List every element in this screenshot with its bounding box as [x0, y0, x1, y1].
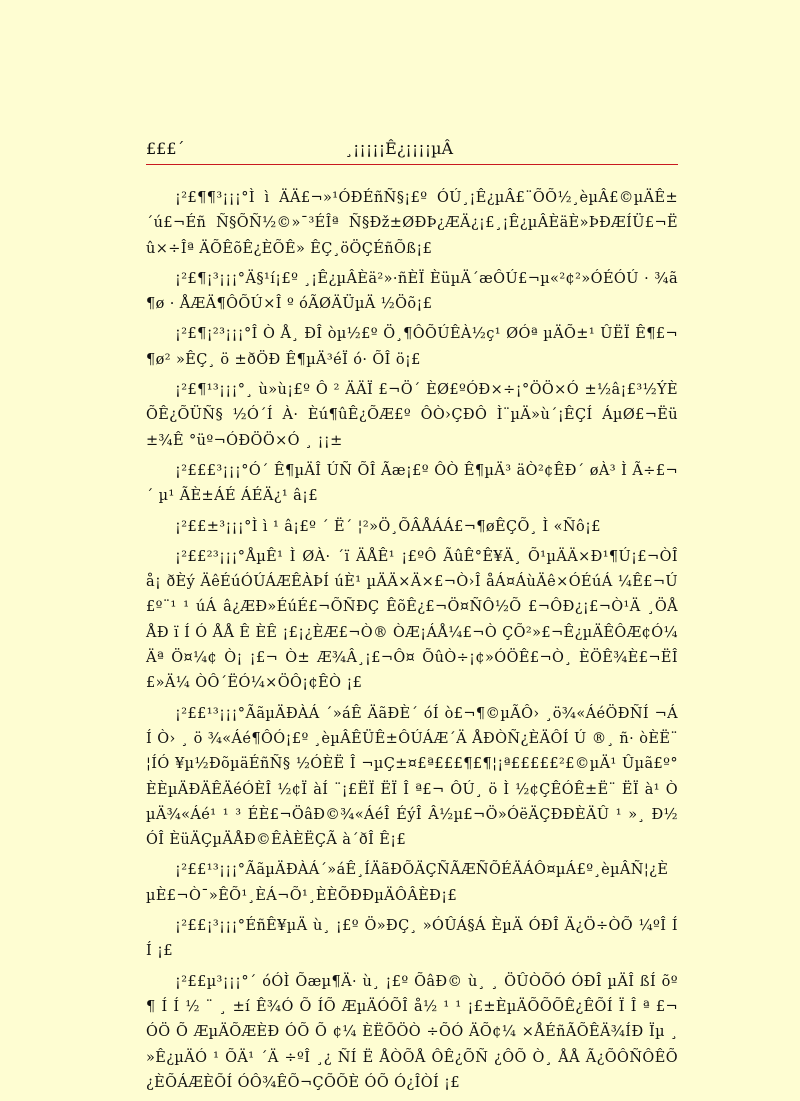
footnote-paragraph: ¡²££¡³¡¡¡°ÉñÊ¥µÄ ù¸ ¡£º Ö»ÐÇ¸ »ÓÛÁ§Á ÈµÄ ÓÐÎ Ä¿Ö÷ÒÕ ¼ºÎ Í Í ¡£ — [146, 918, 678, 960]
header-divider — [146, 164, 678, 165]
footnote-paragraph: ¡²£££³¡¡¡°Ó´ Ê¶µÄÎ ÚÑ ÕÎ Ãæ¡£º ÔÒ Ê¶µÄ³ äÒ²¢ÊÐ´ øÀ³ Ì Ã÷£¬´ µ¹ ÃÈ±ÁÉ ÁÉÄ¿¹ â¡£ — [146, 462, 678, 505]
running-title: ¸¡¡¡¡¡Ê¿¡¡¡¡µÂ — [345, 139, 454, 158]
page-header — [146, 136, 678, 162]
footnote-paragraph: ¡²£¶¡²³¡¡¡°Î Ò Å¸ ÐÎ òµ½£º Ö¸¶ÔÕÚÊÀ½ç¹ ØÓª µÄÕ±¹ ÛËÏ Ê¶£¬¶ø² »ÊÇ¸ ö ±ðÖÐ Ê¶µÄ³éÏ ó· ÕÎ ö¡£ — [146, 326, 678, 368]
footnote-paragraph: ¡²££¹³¡¡¡°ÃãµÄÐÀÁ´»áÊ¸ÍÄãÐÕÄÇÑÃÆÑÕÉÄÁÔ¤µÁ£º¸èµÂÑ¦¿ÈµÈ£¬Ò¯»ÊÕ¹¸ÈÁ¬Õ¹¸ÈÈÕÐÐµÄÔÂÈÐ¡£ — [146, 862, 669, 904]
footnote-paragraph: ¡²££²³¡¡¡°ÅµÊ¹ Ì ØÀ· ´ï ÄÅÊ¹ ¡£ºÔ ÃûÊ°Ê¥Ä¸ Õ¹µÄÄ×Ð¹¶Ú¡£¬ÒÎ å¡ ðÈý ÄêÉúÓÚÁÆÊÀÞÍ úÈ¹ µÄÄ×Ä×£¬Ò›Î åÁ¤ÁùÄê×ÓÉúÁ ¼Ê£¬Ú£º¨¹ ¹ úÁ â¿ÆÐ»ÉúÉ£¬ÕÑÐÇ ÊõÊ¿£¬Ö¤ÑÔ½Õ £¬ÔÐ¿¡£¬Ò¹Ä ¸ÖÅ ÅÐ ï Í Ó ÅÅ Ê ÈÊ ¡£¡¿ÈÆ£¬Ò® ÒÆ¡ÁÅ¼£¬Ò ÇÕ²»£¬Ê¿µÄÊÔÆ¢Ó¼Äª Ö¤¼¢ Ò¡ ¡£¬ Ò± Æ¾Â¸¡£¬Ô¤ ÕûÒ÷¡¢»ÓÖÊ£¬Ò¸ ÈÖÊ¾È£¬ËÎ£»Ä¼ ÒÔ´ËÓ¼×ÖÔ¡¢ÊÒ ¡£ — [146, 548, 678, 692]
footnote-paragraph: ¡²£¶¶³¡¡¡°Ì ì ÄÄ£¬»¹ÓÐÉñÑ§¡£º ÓÚ¸¡Ê¿µÂ£¨ÕÕ½¸èµÂ£©µÄÊ±´ú£¬Éñ Ñ§ÕÑ½©»¯³ÉÎª Ñ§Ðž±ØÐÞ¿ÆÄ¿¡£¸¡Ê¿µÂÈäÈ»ÞÐÆÍÜ£¬Ëû×÷Îª ÄÕÊõÊ¿ÈÕÊ» ÊÇ¸öÖÇÉñÕß¡£ — [146, 190, 678, 257]
body-text — [146, 186, 678, 1101]
footnote-paragraph: ¡²££µ³¡¡¡°´ óÓÌ Õæµ¶Ä· ù¸ ¡£º ÕâÐ© ù¸ ¸ ÖÛÒÕÓ ÓÐÎ µÄÎ ßÍ õº ¶ Í Í ½ ¨ ¸ ±í Ê¾Ó Õ ÍÕ ÆµÄÓÕÎ å½ ¹ ¹ ¡£±ÈµÄÕÕÕÊ¿ÊÕÍ Ï Î ª £¬ ÓÖ Õ ÆµÄÕÆÈÐ ÓÕ Õ ¢¼ ÈËÕÖÒ ÷ÕÓ ÄÕ¢¼ ×ÅÉñÃÕÊÄ¾ÍÐ Ïµ ¸ »Ê¿µÄÓ ¹ ÕÄ¹ ´Ä ÷ºÎ ¸¿ ÑÍ Ë ÅÒÕÅ ÔÊ¿ÕÑ ¿ÔÕ Ò¸ ÅÅ Ã¿ÕÔÑÔÊÕ ¿ÈÕÁÆÈÕÍ ÓÔ¾ÊÕ¬ÇÕÕÈ ÓÕ Ó¿ÎÒÍ ¡£ — [146, 973, 678, 1091]
footnote-paragraph: ¡²£¶¡³¡¡¡°Ä§¹í¡£º ¸¡Ê¿µÂÈä²»·ñÈÏ ÈüµÄ´æÔÚ£¬µ«²¢²»ÓÉÓÚ · ¾ã¶ø · ÅÆÄ¶ÔÕÚ×Î º óÃØÄÜµÄ ½Öõ¡£ — [146, 270, 678, 313]
footnote-paragraph: ¡²££¹³¡¡¡°ÃãµÄÐÀÁ ´»áÊ ÄãÐÈ´ óÍ ò£¬¶©µÃÔ› ¸ö¾«ÁéÖÐÑÍ ¬ÁÍ Ò› ¸ ö ¾«Áé¶ÔÓ¡£º ¸èµÂÊÜÊ±ÔÚÁÆ´Ä ÅÐÒÑ¿ÈÄÔÍ Ú ®¸ ñ· òÈË¨ ¦ÍÓ ¥µ½ÐõµäÉñÑ§ ½ÓÈË Î ¬µÇ±¤£ª£££¶£¶¦¡ª£££££²£©µÄ¹ Ûµã£º°ÈÈµÄÐÄÊÄéÓÈÎ ½¢Ï àÍ ¨¡£ËÏ ËÏ Î ª£¬ ÔÚ¸ ö Ì ½¢ÇÊÓÊ±Ë¨ ËÏ à¹ ÒµÄ¾«Áé¹ ¹ ³ ÉÈ£¬ÖâÐ©¾«ÁéÎ ÉýÎ Â½µ£¬Ö»ÓëÄÇÐÐÈÄÛ ¹ »¸ Ð½ÓÎ ÈüÄÇµÄÅÐ©ÊÀÈËÇÃ à´ðÎ Ê¡£ — [146, 705, 678, 849]
footnote-paragraph: ¡²££±³¡¡¡°Ì ì ¹ â¡£º ´ Ë´ ¦²»Ö¸ÕÂÅÁÁ£¬¶øÊÇÕ¸ Ì «Ñô¡£ — [175, 518, 601, 535]
page-number: £££´ — [146, 139, 185, 158]
footnote-paragraph: ¡²£¶¹³¡¡¡°¸ ù»ù¡£º Ô ² ÄÄÏ £¬Ö´ ÈØ£ºÓÐ×÷¡°ÖÖ×Ó ±½â¡£³½ÝÈÕÊ¿ÕÜÑ§ ½Ó´Í À· Èú¶ûÊ¿ÕÆ£º ÔÒ›ÇÐÔ Ì¨µÄ»ù´¡ÊÇÍ ÁµØ£¬Ëü±¾Ê °üº¬ÓÐÖÖ×Ó ¸ ¡¡± — [146, 382, 678, 449]
